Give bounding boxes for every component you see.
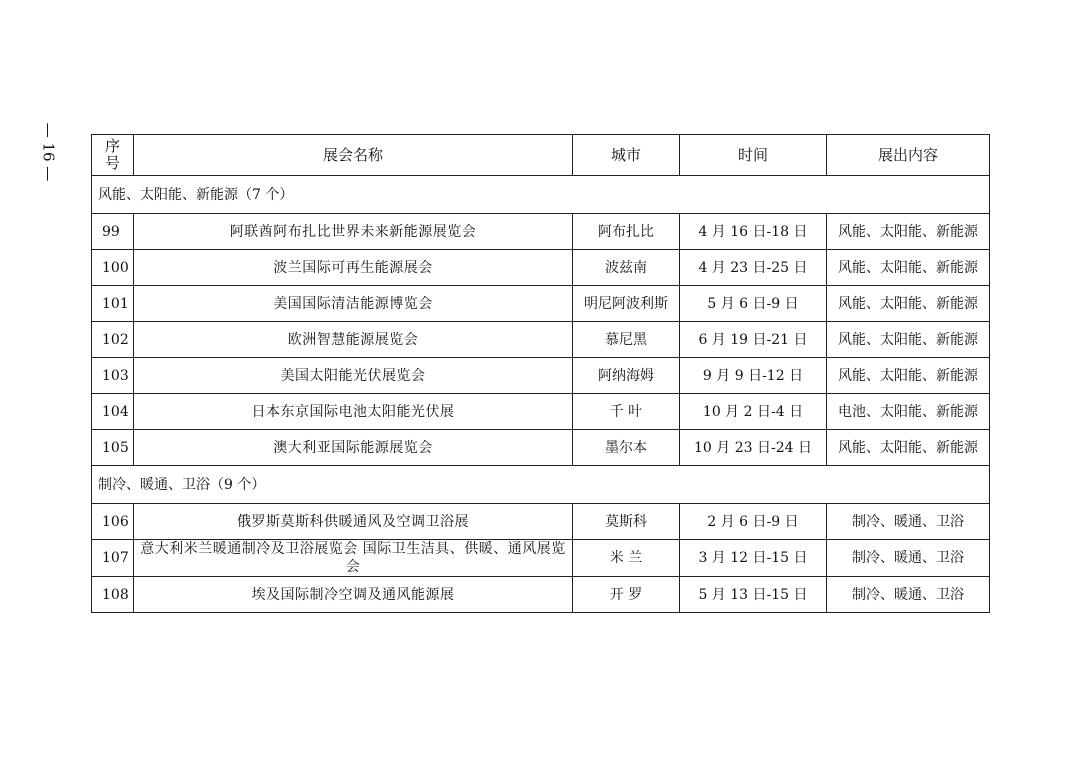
cell-time: 10 月 23 日-24 日 xyxy=(680,430,827,466)
table-row xyxy=(92,286,990,322)
cell-city: 米 兰 xyxy=(573,540,680,577)
cell-serial-number: 104 xyxy=(92,394,134,430)
cell-time: 4 月 23 日-25 日 xyxy=(680,250,827,286)
cell-time: 3 月 12 日-15 日 xyxy=(680,540,827,577)
cell-content: 风能、太阳能、新能源 xyxy=(827,250,990,286)
table-header-row xyxy=(92,135,990,176)
header-exhibition-name: 展会名称 xyxy=(134,135,573,176)
category-row-energy xyxy=(92,176,990,214)
cell-time: 6 月 19 日-21 日 xyxy=(680,322,827,358)
table-row xyxy=(92,358,990,394)
cell-exhibition-name: 埃及国际制冷空调及通风能源展 xyxy=(134,577,573,613)
cell-time: 9 月 9 日-12 日 xyxy=(680,358,827,394)
cell-exhibition-name: 欧洲智慧能源展览会 xyxy=(134,322,573,358)
cell-time: 10 月 2 日-4 日 xyxy=(680,394,827,430)
cell-content: 风能、太阳能、新能源 xyxy=(827,214,990,250)
cell-content: 风能、太阳能、新能源 xyxy=(827,322,990,358)
header-city: 城市 xyxy=(573,135,680,176)
category-title: 制冷、暖通、卫浴（9 个） xyxy=(92,466,990,504)
cell-time: 4 月 16 日-18 日 xyxy=(680,214,827,250)
cell-city: 千 叶 xyxy=(573,394,680,430)
cell-city: 阿纳海姆 xyxy=(573,358,680,394)
table-row xyxy=(92,577,990,613)
cell-exhibition-name: 美国国际清洁能源博览会 xyxy=(134,286,573,322)
cell-exhibition-name: 日本东京国际电池太阳能光伏展 xyxy=(134,394,573,430)
exhibition-table xyxy=(91,134,990,613)
table-row xyxy=(92,504,990,540)
cell-content: 风能、太阳能、新能源 xyxy=(827,286,990,322)
cell-city: 开 罗 xyxy=(573,577,680,613)
cell-serial-number: 99 xyxy=(92,214,134,250)
cell-content: 制冷、暖通、卫浴 xyxy=(827,504,990,540)
page-number-text: — 16 — xyxy=(39,122,57,182)
cell-serial-number: 105 xyxy=(92,430,134,466)
cell-serial-number: 108 xyxy=(92,577,134,613)
cell-time: 2 月 6 日-9 日 xyxy=(680,504,827,540)
cell-content: 风能、太阳能、新能源 xyxy=(827,430,990,466)
header-serial-number xyxy=(92,135,134,176)
table-row xyxy=(92,394,990,430)
header-content: 展出内容 xyxy=(827,135,990,176)
cell-city: 莫斯科 xyxy=(573,504,680,540)
cell-serial-number: 107 xyxy=(92,540,134,577)
header-serial-line1: 序 xyxy=(104,137,120,155)
cell-exhibition-name: 阿联酋阿布扎比世界未来新能源展览会 xyxy=(134,214,573,250)
cell-content: 风能、太阳能、新能源 xyxy=(827,358,990,394)
cell-serial-number: 103 xyxy=(92,358,134,394)
cell-exhibition-name: 意大利米兰暖通制冷及卫浴展览会 国际卫生洁具、供暖、通风展览会 xyxy=(134,540,573,577)
cell-exhibition-name: 美国太阳能光伏展览会 xyxy=(134,358,573,394)
table-row xyxy=(92,540,990,577)
header-serial-line2: 号 xyxy=(104,154,120,172)
cell-exhibition-name: 俄罗斯莫斯科供暖通风及空调卫浴展 xyxy=(134,504,573,540)
cell-city: 波兹南 xyxy=(573,250,680,286)
table-row xyxy=(92,322,990,358)
cell-time: 5 月 6 日-9 日 xyxy=(680,286,827,322)
cell-exhibition-name: 波兰国际可再生能源展会 xyxy=(134,250,573,286)
category-row-hvac xyxy=(92,466,990,504)
cell-serial-number: 101 xyxy=(92,286,134,322)
cell-city: 慕尼黑 xyxy=(573,322,680,358)
cell-city: 墨尔本 xyxy=(573,430,680,466)
cell-content: 电池、太阳能、新能源 xyxy=(827,394,990,430)
header-time: 时间 xyxy=(680,135,827,176)
cell-serial-number: 100 xyxy=(92,250,134,286)
cell-serial-number: 106 xyxy=(92,504,134,540)
cell-serial-number: 102 xyxy=(92,322,134,358)
table-row xyxy=(92,214,990,250)
cell-exhibition-name: 澳大利亚国际能源展览会 xyxy=(134,430,573,466)
cell-content: 制冷、暖通、卫浴 xyxy=(827,577,990,613)
cell-city: 阿布扎比 xyxy=(573,214,680,250)
table-row xyxy=(92,430,990,466)
category-title: 风能、太阳能、新能源（7 个） xyxy=(92,176,990,214)
cell-city: 明尼阿波利斯 xyxy=(573,286,680,322)
table-row xyxy=(92,250,990,286)
page-number xyxy=(36,118,60,186)
cell-time: 5 月 13 日-15 日 xyxy=(680,577,827,613)
cell-content: 制冷、暖通、卫浴 xyxy=(827,540,990,577)
